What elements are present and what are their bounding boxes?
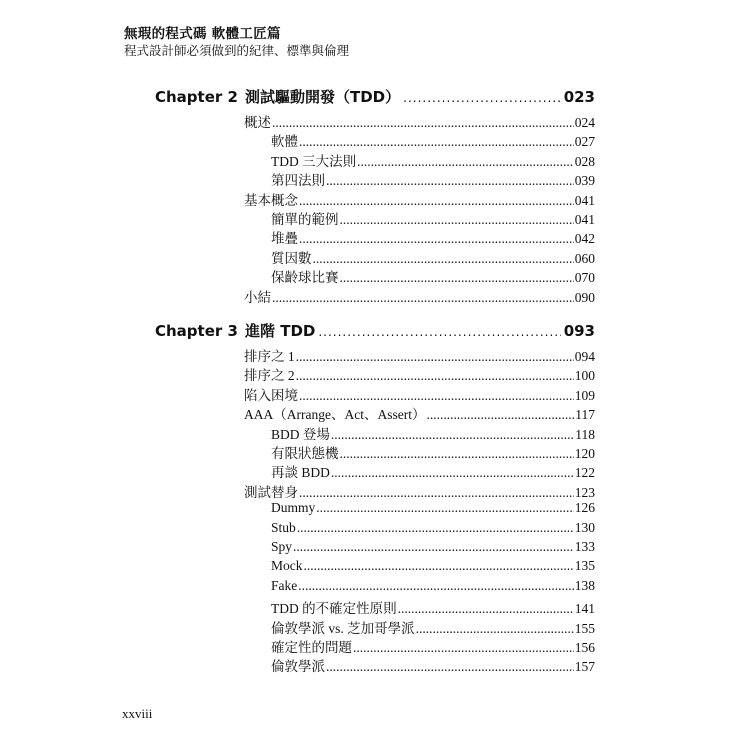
toc-section-entry — [244, 481, 595, 501]
dot-leader — [272, 115, 574, 131]
entry-page-number: 133 — [574, 539, 595, 554]
dot-leader — [398, 601, 574, 617]
dot-leader — [304, 558, 574, 574]
dot-leader — [313, 251, 574, 267]
entry-page-number: 041 — [574, 192, 595, 208]
toc-subsection-entry — [271, 617, 595, 637]
entry-title: 排序之 2 — [244, 368, 295, 384]
entry-title: TDD 三大法則 — [271, 153, 357, 169]
entry-page-number: 135 — [574, 558, 595, 574]
toc-section-entry — [244, 286, 595, 306]
entry-page-number: 126 — [574, 500, 595, 516]
entry-title: 第四法則 — [271, 173, 325, 189]
entry-title: 陷入困境 — [244, 387, 298, 403]
running-header-subtitle: 程式設計師必須做到的紀律、標準與倫理 — [124, 43, 350, 58]
dot-leader — [340, 212, 574, 228]
entry-title: 倫敦學派 — [271, 659, 325, 675]
entry-page-number: 123 — [574, 484, 595, 500]
entry-page-number: 122 — [574, 465, 595, 481]
toc-subsection-entry — [271, 597, 595, 617]
toc-subsection-entry — [271, 423, 595, 443]
toc-section-entry — [244, 189, 595, 209]
entry-page-number: 118 — [575, 426, 595, 442]
entry-title: 有限狀態機 — [271, 446, 339, 461]
dot-leader — [299, 193, 574, 209]
entry-title: 基本概念 — [244, 192, 298, 208]
chapter-page-number: 093 — [563, 322, 595, 340]
entry-title: Stub — [271, 519, 296, 535]
entry-page-number: 138 — [574, 577, 595, 593]
dot-leader — [297, 520, 574, 536]
dot-leader — [316, 500, 573, 516]
chapter-heading — [155, 320, 595, 341]
entry-page-number: 094 — [574, 349, 595, 364]
entry-page-number: 157 — [574, 659, 595, 675]
toc-subsection-entry — [271, 636, 595, 656]
entry-page-number: 109 — [574, 387, 595, 403]
dot-leader — [340, 270, 574, 286]
toc-subsection-entry — [271, 169, 595, 189]
entry-page-number: 041 — [574, 212, 595, 227]
entry-page-number: 155 — [574, 620, 595, 636]
entry-page-number: 060 — [574, 250, 595, 266]
toc-section-entry — [244, 384, 595, 404]
entry-page-number: 090 — [574, 289, 595, 305]
dot-leader — [353, 640, 574, 656]
toc-subsection-entry — [271, 150, 595, 170]
chapter-title: 進階 TDD — [245, 322, 316, 340]
dot-leader — [299, 134, 574, 150]
toc-section-entry — [244, 403, 595, 423]
entry-title: AAA（Arrange、Act、Assert） — [244, 407, 426, 423]
entry-page-number: 028 — [574, 153, 595, 169]
entry-title: 概述 — [244, 115, 271, 130]
entry-title: 再談 BDD — [271, 465, 330, 481]
toc-subsection-entry — [271, 208, 595, 228]
entry-page-number: 024 — [574, 115, 595, 130]
entry-page-number: 039 — [574, 173, 595, 189]
dot-leader — [416, 621, 574, 637]
dot-leader — [357, 154, 574, 170]
toc-subsection-entry — [271, 266, 595, 286]
dot-leader — [293, 539, 574, 555]
dot-leader — [272, 290, 574, 306]
running-header-title: 無瑕的程式碼 軟體工匠篇 — [124, 26, 281, 42]
entry-title: 排序之 1 — [244, 349, 295, 364]
page-number: xxviii — [122, 706, 153, 721]
entry-title: Spy — [271, 539, 293, 554]
entry-title: 簡單的範例 — [271, 212, 339, 227]
toc-subsection-entry — [271, 539, 595, 555]
toc-section-entry — [244, 111, 595, 131]
dot-leader — [331, 465, 574, 481]
dot-leader — [318, 325, 560, 339]
dot-leader — [296, 349, 574, 365]
entry-page-number: 042 — [574, 231, 595, 247]
toc-subsection-entry — [271, 558, 595, 574]
toc-subsection-entry — [271, 247, 595, 267]
dot-leader — [299, 485, 574, 501]
chapter-heading — [155, 86, 595, 107]
entry-page-number: 141 — [574, 601, 595, 617]
entry-page-number: 130 — [574, 519, 595, 535]
entry-page-number: 027 — [574, 134, 595, 150]
dot-leader — [326, 173, 574, 189]
entry-title: 質因數 — [271, 250, 312, 266]
toc-subsection-entry — [271, 130, 595, 150]
entry-title: Mock — [271, 558, 303, 574]
dot-leader — [299, 231, 574, 247]
entry-title: BDD 登場 — [271, 426, 330, 442]
entry-title: 測試替身 — [244, 484, 298, 500]
toc-subsection-entry — [271, 442, 595, 462]
chapter-number: Chapter 2 — [155, 88, 238, 106]
chapter-title: 測試驅動開發（TDD） — [245, 88, 401, 106]
entry-title: 軟體 — [271, 134, 298, 150]
entry-title: TDD 的不確定性原則 — [271, 601, 397, 617]
chapter-number: Chapter 3 — [155, 322, 238, 340]
entry-title: 保齡球比賽 — [271, 270, 339, 286]
toc-subsection-entry — [271, 520, 595, 536]
toc-section-entry — [244, 345, 595, 365]
entry-page-number: 070 — [574, 270, 595, 286]
dot-leader — [296, 368, 574, 384]
entry-title: 確定性的問題 — [271, 640, 352, 655]
dot-leader — [299, 388, 574, 404]
entry-title: 堆疊 — [271, 231, 298, 247]
dot-leader — [298, 578, 574, 594]
entry-page-number: 117 — [575, 407, 595, 423]
chapter-page-number: 023 — [563, 88, 595, 106]
entry-title: Fake — [271, 577, 298, 593]
entry-page-number: 156 — [574, 640, 595, 655]
dot-leader — [331, 427, 574, 443]
dot-leader — [426, 407, 574, 423]
toc-section-entry — [244, 364, 595, 384]
toc-subsection-entry — [271, 655, 595, 675]
dot-leader — [326, 659, 574, 675]
toc-subsection-entry — [271, 227, 595, 247]
entry-title: Dummy — [271, 500, 316, 516]
entry-title: 倫敦學派 vs. 芝加哥學派 — [271, 620, 415, 636]
entry-page-number: 100 — [574, 368, 595, 384]
dot-leader — [340, 446, 574, 462]
dot-leader — [403, 91, 561, 105]
entry-page-number: 120 — [574, 446, 595, 461]
entry-title: 小結 — [244, 289, 271, 305]
toc-subsection-entry — [271, 461, 595, 481]
toc-subsection-entry — [271, 500, 595, 516]
toc-subsection-entry — [271, 578, 595, 594]
